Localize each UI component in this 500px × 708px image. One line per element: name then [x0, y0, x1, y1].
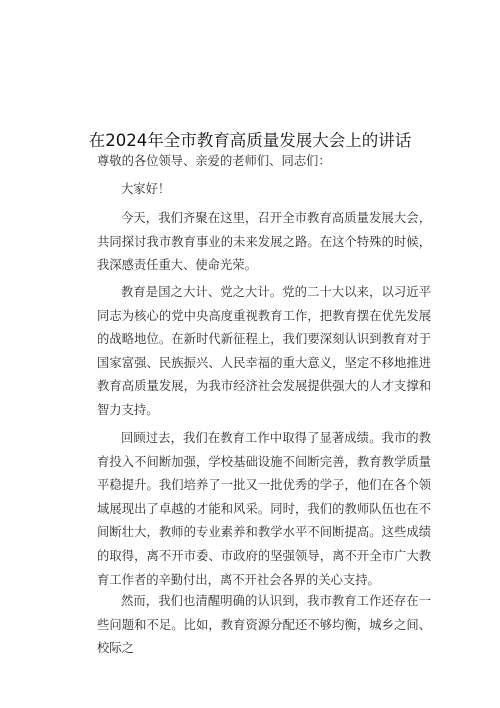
document-title: 在2024年全市教育高质量发展大会上的讲话: [88, 131, 412, 151]
paragraph-4: 然而，我们也清醒明确的认识到，我市教育工作还存在一些问题和不足。比如，教育资源分配还不够均衡，城乡之间、校际之: [97, 594, 431, 656]
paragraph-2: 教育是国之大计、党之大计。党的二十大以来，以习近平同志为核心的党中央高度重视教育工作，把教育摆在优先发展的战略地位。在新时代新征程上，我们要深刻认识到教育对于国家富强、民族振兴、人民幸福的重大意义，坚定不移地推进教育高质量发展，为我市经济社会发展提供强大的人才支撑和智力支持。: [97, 285, 431, 417]
paragraph-3: 回顾过去，我们在教育工作中取得了显著成绩。我市的教育投入不间断加强，学校基础设施不间断完善，教育教学质量平稳提升。我们培养了一批又一批优秀的学子，他们在各个领域展现出了卓越的才能和风采。同时，我们的教师队伍也在不间断壮大，教师的专业素养和教学水平不间断提高。这些成绩的取得，离不开市委、市政府的坚强领导，离不开全市广大教育工作者的辛勤付出，离不开社会各界的关心支持。: [97, 431, 431, 587]
salutation: 尊敬的各位领导、亲爱的老师们、同志们：: [97, 154, 331, 168]
paragraph-1: 今天，我们齐聚在这里，召开全市教育高质量发展大会，共同探讨我市教育事业的未来发展之路。在这个特殊的时候，我深感责任重大、使命光荣。: [97, 211, 431, 273]
greeting: 大家好！: [121, 182, 171, 196]
